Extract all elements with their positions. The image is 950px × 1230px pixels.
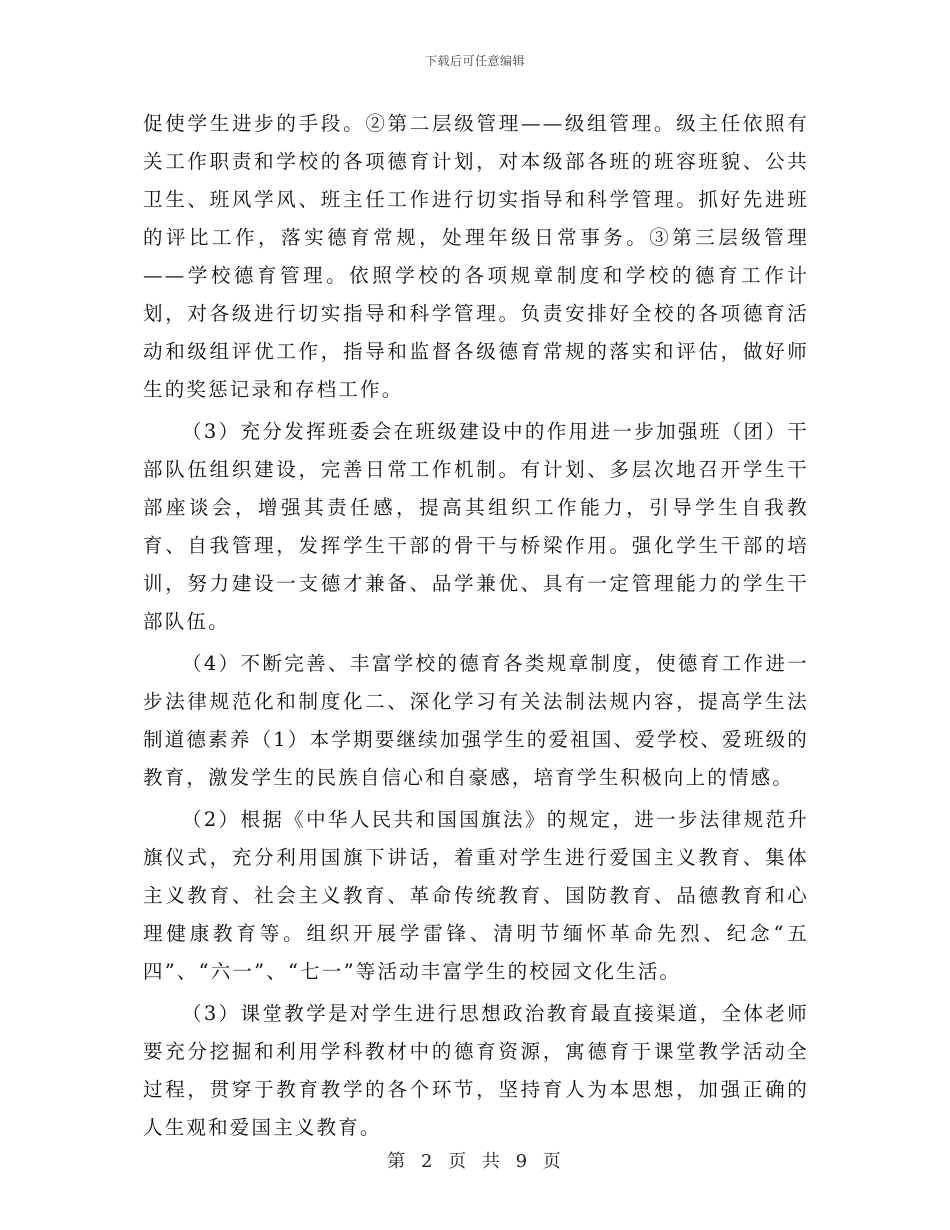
body-text bbox=[143, 105, 809, 1151]
page-header: 下载后可任意编辑 bbox=[424, 54, 525, 68]
paragraph-3-classroom-teaching: （3）课堂教学是对学生进行思想政治教育最直接渠道，全体老师要充分挖掘和利用学科教材中的德育资源，寓德育于课堂教学活动全过程，贯穿于教育教学的各个环节，坚持育人为本思想，加强正确的人生观和爱国主义教育。 bbox=[143, 1002, 809, 1139]
page-number: 第 2 页 共 9 页 bbox=[387, 1151, 563, 1172]
paragraph-2-flag-law: （2）根据《中华人民共和国国旗法》的规定，进一步法律规范升旗仪式，充分利用国旗下讲话，着重对学生进行爱国主义教育、集体主义教育、社会主义教育、革命传统教育、国防教育、品德教育和心理健康教育等。组织开展学雷锋、清明节缅怀革命先烈、纪念“五四”、“六一”、“七一”等活动丰富学生的校园文化生活。 bbox=[143, 808, 809, 983]
paragraph-3-student-cadres: （3）充分发挥班委会在班级建设中的作用进一步加强班（团）干部队伍组织建设，完善日常工作机制。有计划、多层次地召开学生干部座谈会，增强其责任感，提高其组织工作能力，引导学生自我教育、自我管理，发挥学生干部的骨干与桥梁作用。强化学生干部的培训，努力建设一支德才兼备、品学兼优、具有一定管理能力的学生干部队伍。 bbox=[143, 420, 809, 633]
paragraph-continuation: 促使学生进步的手段。②第二层级管理——级组管理。级主任依照有关工作职责和学校的各项德育计划，对本级部各班的班容班貌、公共卫生、班风学风、班主任工作进行切实指导和科学管理。抓好先进班的评比工作，落实德育常规，处理年级日常事务。③第三层级管理——学校德育管理。依照学校的各项规章制度和学校的德育工作计划，对各级进行切实指导和科学管理。负责安排好全校的各项德育活动和级组评优工作，指导和监督各级德育常规的落实和评估，做好师生的奖惩记录和存档工作。 bbox=[143, 112, 809, 401]
paragraph-4-regulations: （4）不断完善、丰富学校的德育各类规章制度，使德育工作进一步法律规范化和制度化二、深化学习有关法制法规内容，提高学生法制道德素养（1）本学期要继续加强学生的爱祖国、爱学校、爱班级的教育，激发学生的民族自信心和自豪感，培育学生积极向上的情感。 bbox=[143, 652, 809, 789]
